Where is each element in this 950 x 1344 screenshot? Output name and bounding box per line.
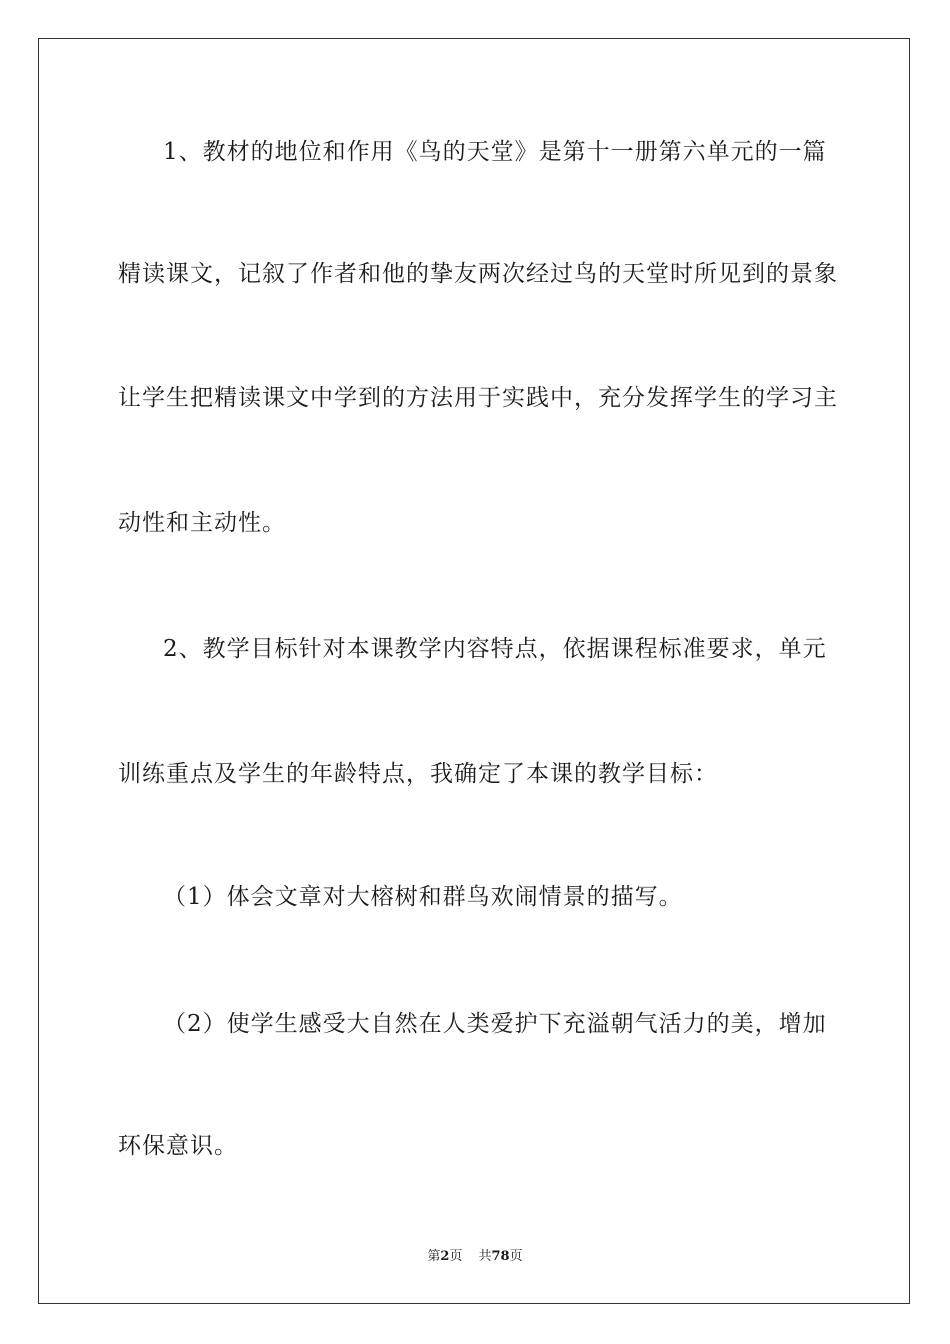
footer-total-number: 78 <box>491 1249 510 1264</box>
page-border <box>38 38 910 1304</box>
paragraph-2-line-2: 训练重点及学生的年龄特点，我确定了本课的教学目标： <box>118 761 718 787</box>
paragraph-3-line-1: （1）体会文章对大榕树和群鸟欢闹情景的描写。 <box>163 884 683 910</box>
paragraph-1-line-1: 1、教材的地位和作用《鸟的天堂》是第十一册第六单元的一篇 <box>163 139 827 165</box>
paragraph-2-line-1: 2、教学目标针对本课教学内容特点，依据课程标准要求，单元 <box>163 636 827 662</box>
paragraph-4-line-2: 环保意识。 <box>118 1133 238 1159</box>
footer-page-suffix: 页 <box>449 1249 463 1264</box>
footer-total-prefix: 共 <box>478 1249 492 1264</box>
paragraph-1-line-2: 精读课文，记叙了作者和他的挚友两次经过鸟的天堂时所见到的景象 <box>118 261 838 287</box>
paragraph-4-line-1: （2）使学生感受大自然在人类爱护下充溢朝气活力的美，增加 <box>163 1011 827 1037</box>
footer-total-suffix: 页 <box>509 1249 523 1264</box>
footer-page-number: 2 <box>440 1249 450 1264</box>
paragraph-1-line-3: 让学生把精读课文中学到的方法用于实践中，充分发挥学生的学习主 <box>118 385 838 411</box>
page-footer <box>0 1245 950 1264</box>
footer-page-prefix: 第 <box>427 1249 441 1264</box>
paragraph-1-line-4: 动性和主动性。 <box>118 510 286 536</box>
